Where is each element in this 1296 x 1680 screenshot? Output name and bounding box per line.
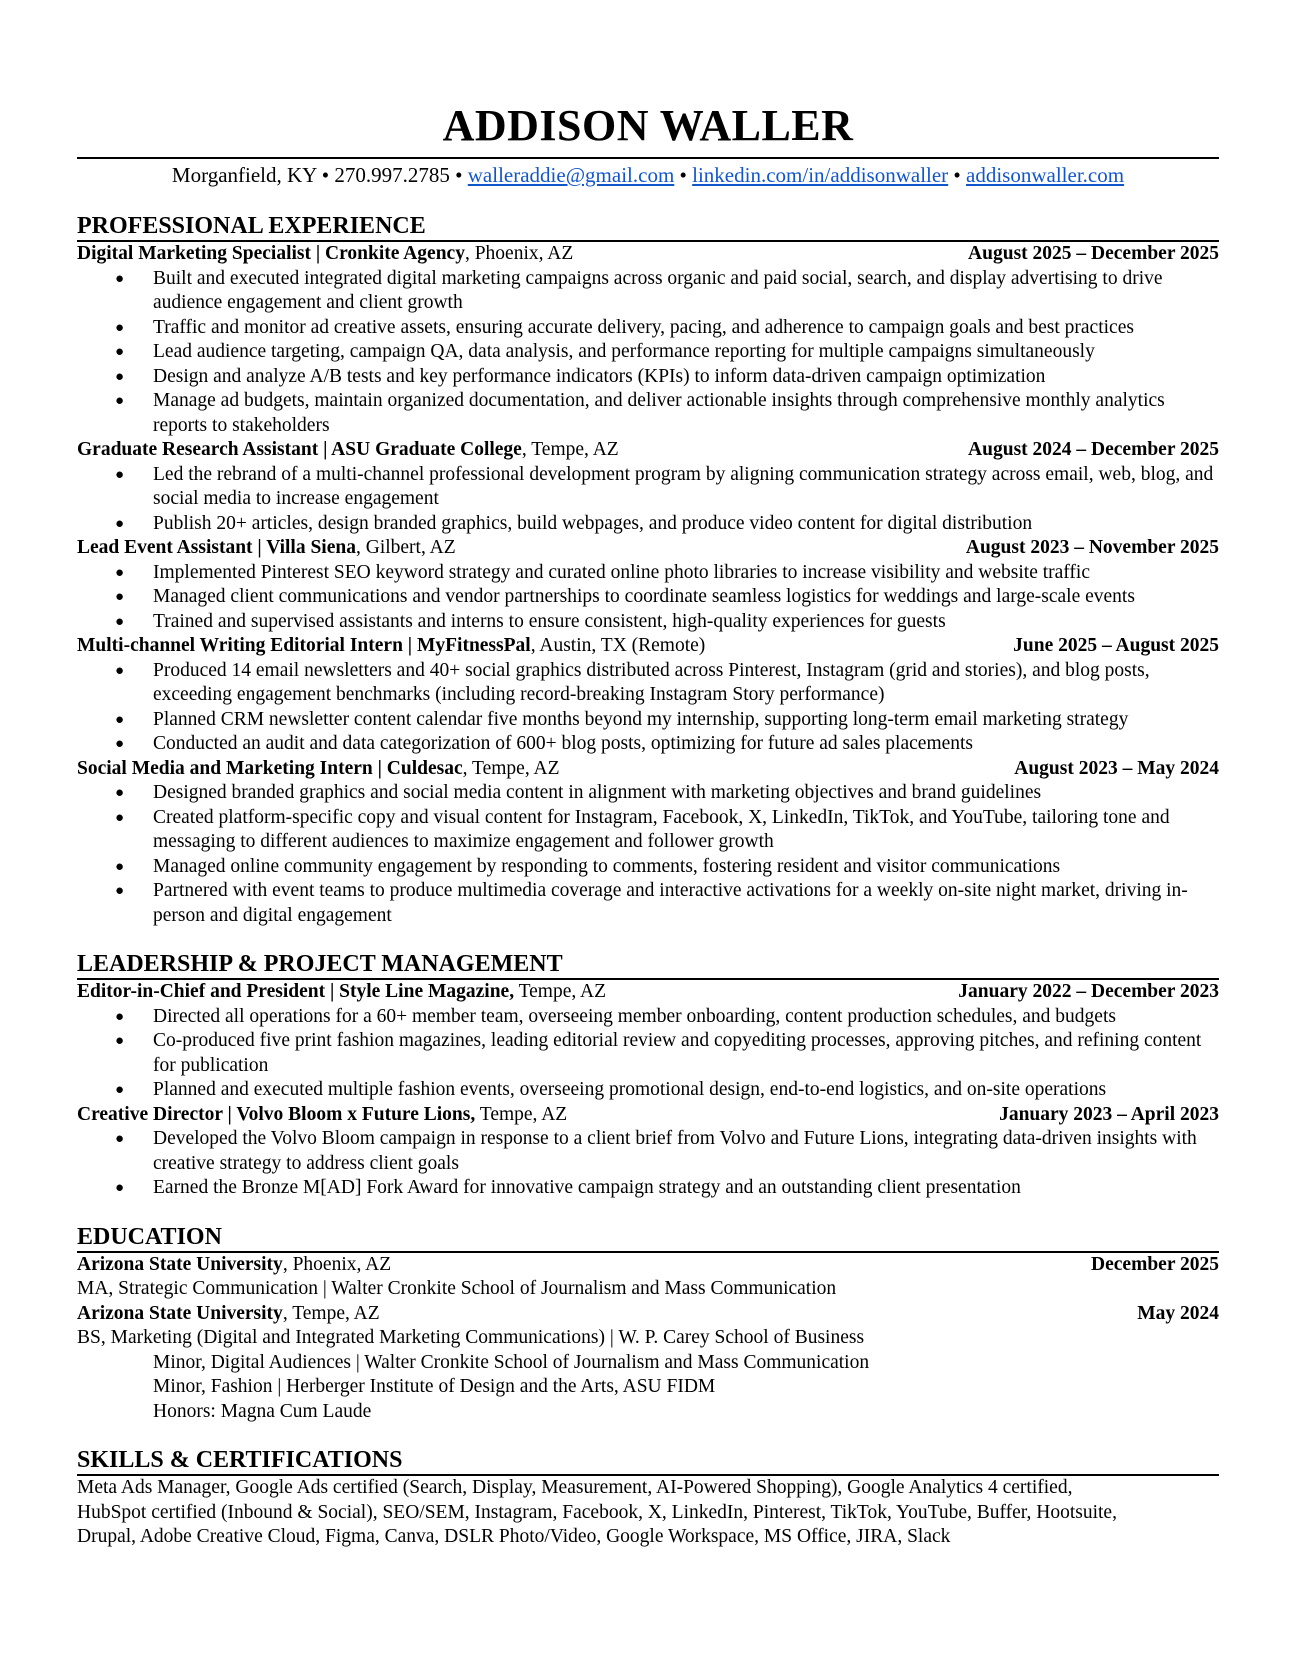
- job-entry: [77, 757, 1219, 929]
- job-header: [77, 242, 1219, 267]
- bullet-item: [77, 365, 1219, 390]
- job-title-line: [77, 536, 456, 561]
- skills-list: [77, 1476, 1219, 1550]
- header-divider: [77, 157, 1219, 159]
- education-entry: [77, 1253, 1219, 1302]
- job-header: [77, 1103, 1219, 1128]
- bullet-list: [77, 659, 1219, 757]
- bullet-item: [77, 610, 1219, 635]
- section-title: LEADERSHIP & PROJECT MANAGEMENT: [77, 950, 1219, 980]
- bullet-item: [77, 1176, 1219, 1201]
- bullet-icon: ●: [115, 466, 125, 483]
- bullet-text: Built and executed integrated digital marketing campaigns across organic and paid social, search, and display advertising to drive audience engagement and client growth: [153, 267, 1163, 313]
- bullet-item: [77, 806, 1219, 855]
- job-entry: [77, 634, 1219, 757]
- bullet-item: [77, 879, 1219, 928]
- job-dates: August 2025 – December 2025: [968, 243, 1219, 264]
- bullet-icon: ●: [115, 809, 125, 826]
- email-link[interactable]: walleraddie@gmail.com: [467, 163, 675, 187]
- job-location: Tempe, AZ: [475, 1103, 568, 1125]
- job-dates: August 2023 – November 2025: [965, 537, 1219, 558]
- job-location: , Tempe, AZ: [462, 757, 560, 779]
- job-title-line: [77, 980, 606, 1005]
- bullet-text: Implemented Pinterest SEO keyword strategy and curated online photo libraries to increase visibility and website traffic: [153, 561, 1090, 583]
- skills-line: HubSpot certified (Inbound & Social), SEO/SEM, Instagram, Facebook, X, LinkedIn, Pinterest, TikTok, YouTube, Buffer, Hootsuite,: [77, 1501, 1117, 1523]
- graduation-date: May 2024: [1137, 1302, 1219, 1324]
- job-entry: [77, 1103, 1219, 1201]
- job-location: , Phoenix, AZ: [464, 243, 574, 264]
- bullet-item: [77, 561, 1219, 586]
- education-header: [77, 1253, 1219, 1278]
- job-location: Tempe, AZ: [514, 981, 607, 1002]
- bullet-text: Created platform-specific copy and visual content for Instagram, Facebook, X, LinkedIn, TikTok, and YouTube, tailoring tone and messaging to different audiences to maximize engagement and follower growth: [153, 806, 1170, 852]
- job-title-line: [77, 438, 619, 463]
- job-header: [77, 536, 1219, 561]
- job-entry: [77, 536, 1219, 634]
- bullet-list: [77, 781, 1219, 928]
- degree-detail-line: Minor, Digital Audiences | Walter Cronkite School of Journalism and Mass Communication: [153, 1351, 870, 1373]
- bullet-text: Trained and supervised assistants and interns to ensure consistent, high-quality experiences for guests: [153, 610, 946, 632]
- school-name: Arizona State University: [77, 1253, 283, 1275]
- bullet-icon: ●: [115, 711, 125, 728]
- bullet-item: [77, 1078, 1219, 1103]
- bullet-item: [77, 659, 1219, 708]
- job-title-line: [77, 634, 705, 659]
- bullet-text: Led the rebrand of a multi-channel professional development program by aligning communication strategy across email, web, blog, and social media to increase engagement: [153, 463, 1214, 509]
- job-title-line: [77, 1103, 567, 1128]
- bullet-icon: ●: [115, 368, 125, 385]
- job-entry: [77, 242, 1219, 438]
- linkedin-link[interactable]: linkedin.com/in/addisonwaller: [692, 163, 949, 187]
- bullet-text: Designed branded graphics and social media content in alignment with marketing objectives and brand guidelines: [153, 782, 1042, 803]
- bullet-item: [77, 512, 1219, 537]
- education-section: [77, 1223, 1219, 1425]
- job-role: Editor-in-Chief and President | Style Line Magazine,: [77, 981, 515, 1002]
- job-role: Creative Director | Volvo Bloom x Future Lions,: [77, 1103, 476, 1125]
- bullet-text: Manage ad budgets, maintain organized documentation, and deliver actionable insights through comprehensive monthly analytics reports to stakeholders: [153, 390, 1165, 436]
- bullet-item: [77, 316, 1219, 341]
- skills-line: Meta Ads Manager, Google Ads certified (Search, Display, Measurement, AI-Powered Shopping), Google Analytics 4 certified,: [77, 1477, 1073, 1498]
- bullet-text: Design and analyze A/B tests and key performance indicators (KPIs) to inform data-driven campaign optimization: [153, 365, 1046, 387]
- bullet-icon: ●: [115, 319, 125, 336]
- section-title: PROFESSIONAL EXPERIENCE: [77, 212, 1219, 242]
- experience-list: [77, 242, 1219, 928]
- resume-header: [77, 100, 1219, 188]
- bullet-item: [77, 340, 1219, 365]
- bullet-icon: ●: [115, 589, 125, 605]
- bullet-list: [77, 1127, 1219, 1201]
- bullet-icon: ●: [115, 270, 125, 287]
- graduation-date: December 2025: [1091, 1253, 1219, 1275]
- applicant-name: ADDISON WALLER: [442, 101, 854, 150]
- bullet-item: [77, 855, 1219, 880]
- contact-line: [77, 162, 1219, 188]
- bullet-list: [77, 561, 1219, 635]
- bullet-text: Planned and executed multiple fashion events, overseeing promotional design, end-to-end logistics, and on-site operations: [153, 1079, 1107, 1100]
- job-role: Lead Event Assistant | Villa Siena: [77, 537, 356, 558]
- job-entry: [77, 438, 1219, 536]
- bullet-icon: ●: [115, 613, 125, 630]
- bullet-icon: ●: [115, 736, 125, 752]
- bullet-icon: ●: [115, 858, 125, 875]
- bullet-text: Managed client communications and vendor partnerships to coordinate seamless logistics for weddings and large-scale events: [153, 586, 1135, 607]
- bullet-item: [77, 732, 1219, 757]
- bullet-item: [77, 1127, 1219, 1176]
- bullet-icon: ●: [115, 1180, 125, 1196]
- location-phone: Morganfield, KY • 270.997.2785 •: [171, 163, 463, 187]
- bullet-icon: ●: [115, 1033, 125, 1049]
- job-title-line: [77, 242, 573, 267]
- job-role: Graduate Research Assistant | ASU Graduate College: [77, 439, 522, 460]
- bullet-text: Traffic and monitor ad creative assets, ensuring accurate delivery, pacing, and adherence to campaign goals and best practices: [153, 316, 1134, 338]
- skills-section: [77, 1446, 1219, 1550]
- bullet-icon: ●: [115, 1131, 125, 1147]
- job-dates: January 2022 – December 2023: [958, 981, 1219, 1002]
- bullet-text: Directed all operations for a 60+ member team, overseeing member onboarding, content production schedules, and budgets: [153, 1005, 1116, 1027]
- contact-separator: •: [679, 163, 687, 187]
- section-title: EDUCATION: [77, 1223, 1219, 1253]
- school-name: Arizona State University: [77, 1302, 283, 1324]
- job-dates: January 2023 – April 2023: [999, 1103, 1219, 1125]
- bullet-icon: ●: [115, 662, 125, 679]
- bullet-text: Lead audience targeting, campaign QA, data analysis, and performance reporting for multiple campaigns simultaneously: [153, 341, 1095, 362]
- job-role: Multi-channel Writing Editorial Intern | MyFitnessPal: [77, 635, 531, 656]
- bullet-text: Conducted an audit and data categorization of 600+ blog posts, optimizing for future ad sales placements: [153, 733, 974, 754]
- bullet-item: [77, 267, 1219, 316]
- contact-separator: •: [953, 163, 961, 187]
- education-header: [77, 1302, 1219, 1327]
- job-role: Social Media and Marketing Intern | Culdesac: [77, 757, 463, 779]
- school-line: [77, 1253, 391, 1278]
- bullet-text: Co-produced five print fashion magazines, leading editorial review and copyediting processes, approving pitches, and refining content for publication: [153, 1030, 1202, 1076]
- degree-detail-line: Minor, Fashion | Herberger Institute of Design and the Arts, ASU FIDM: [153, 1376, 716, 1397]
- bullet-item: [77, 781, 1219, 806]
- school-location: , Tempe, AZ: [282, 1302, 380, 1324]
- bullet-icon: ●: [115, 393, 125, 409]
- bullet-text: Managed online community engagement by responding to comments, fostering resident and visitor communications: [153, 855, 1061, 877]
- job-dates: June 2025 – August 2025: [1013, 635, 1219, 656]
- education-list: [77, 1253, 1219, 1425]
- job-header: [77, 438, 1219, 463]
- school-location: , Phoenix, AZ: [282, 1253, 392, 1275]
- job-header: [77, 634, 1219, 659]
- resume-page: [77, 100, 1219, 1550]
- job-location: , Austin, TX (Remote): [530, 635, 706, 656]
- bullet-item: [77, 1005, 1219, 1030]
- bullet-icon: ●: [115, 785, 125, 801]
- education-entry: [77, 1302, 1219, 1425]
- bullet-item: [77, 1029, 1219, 1078]
- degree-detail-line: Honors: Magna Cum Laude: [153, 1400, 372, 1422]
- job-entry: [77, 980, 1219, 1103]
- bullet-text: Planned CRM newsletter content calendar five months beyond my internship, supporting long-term email marketing strategy: [153, 708, 1129, 730]
- bullet-item: [77, 708, 1219, 733]
- section-title: SKILLS & CERTIFICATIONS: [77, 1446, 1219, 1476]
- leadership-list: [77, 980, 1219, 1201]
- bullet-icon: ●: [115, 883, 125, 899]
- bullet-icon: ●: [115, 515, 125, 532]
- skills-line: Drupal, Adobe Creative Cloud, Figma, Canva, DSLR Photo/Video, Google Workspace, MS Office, JIRA, Slack: [77, 1526, 951, 1547]
- job-dates: August 2023 – May 2024: [1014, 757, 1219, 779]
- bullet-item: [77, 389, 1219, 438]
- experience-section: [77, 212, 1219, 928]
- bullet-list: [77, 463, 1219, 537]
- job-header: [77, 757, 1219, 782]
- bullet-text: Earned the Bronze M[AD] Fork Award for innovative campaign strategy and an outstanding client presentation: [153, 1177, 1021, 1198]
- job-role: Digital Marketing Specialist | Cronkite Agency: [77, 243, 465, 264]
- bullet-text: Publish 20+ articles, design branded graphics, build webpages, and produce video content for digital distribution: [153, 512, 1033, 534]
- degree-line: MA, Strategic Communication | Walter Cronkite School of Journalism and Mass Communication: [77, 1278, 837, 1299]
- bullet-text: Produced 14 email newsletters and 40+ social graphics distributed across Pinterest, Instagram (grid and stories), and blog posts, exceeding engagement benchmarks (including record-breaking Instagram Story performance): [153, 659, 1150, 705]
- job-title-line: [77, 757, 559, 782]
- bullet-icon: ●: [115, 1008, 125, 1025]
- bullet-list: [77, 1005, 1219, 1103]
- job-header: [77, 980, 1219, 1005]
- bullet-item: [77, 463, 1219, 512]
- bullet-item: [77, 585, 1219, 610]
- bullet-text: Partnered with event teams to produce multimedia coverage and interactive activations for a weekly on-site night market, driving in-person and digital engagement: [153, 880, 1188, 926]
- school-line: [77, 1302, 380, 1327]
- bullet-list: [77, 267, 1219, 439]
- bullet-icon: ●: [115, 1082, 125, 1098]
- bullet-icon: ●: [115, 564, 125, 581]
- job-location: , Gilbert, AZ: [355, 537, 456, 558]
- website-link[interactable]: addisonwaller.com: [966, 163, 1125, 187]
- leadership-section: [77, 950, 1219, 1201]
- job-location: , Tempe, AZ: [521, 439, 619, 460]
- bullet-icon: ●: [115, 344, 125, 360]
- degree-line: BS, Marketing (Digital and Integrated Marketing Communications) | W. P. Carey School of Business: [77, 1327, 865, 1348]
- bullet-text: Developed the Volvo Bloom campaign in response to a client brief from Volvo and Future Lions, integrating data-driven insights with creative strategy to address client goals: [153, 1128, 1197, 1174]
- job-dates: August 2024 – December 2025: [968, 439, 1219, 460]
